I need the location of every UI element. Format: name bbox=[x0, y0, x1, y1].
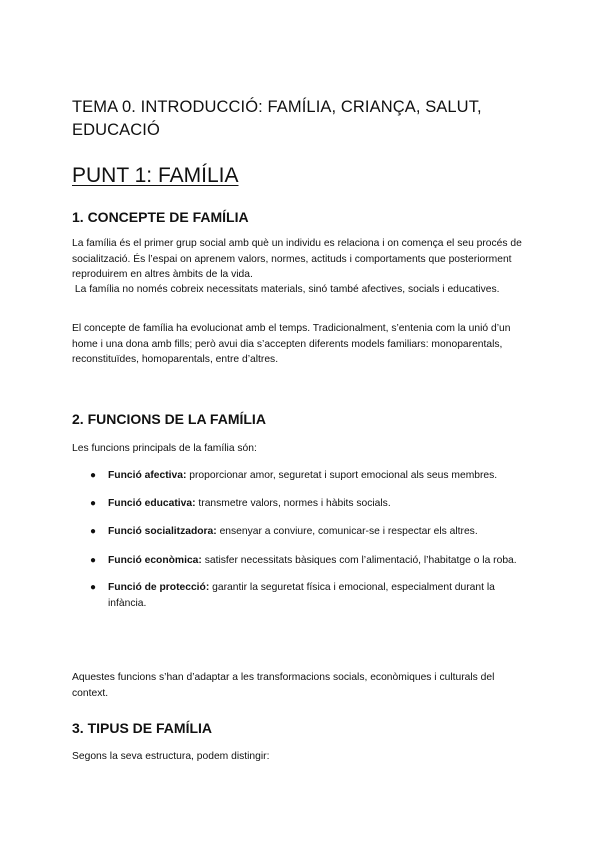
item-label: Funció econòmica: bbox=[108, 554, 202, 566]
list-item bbox=[72, 496, 532, 512]
bullet-icon: ● bbox=[90, 582, 97, 593]
item-text: garantir la seguretat física i emocional, especialment durant la infància. bbox=[108, 582, 495, 609]
list-item bbox=[72, 468, 532, 484]
section-2-outro: Aquestes funcions s’han d’adaptar a les transformacions socials, econòmiques i culturals del context. bbox=[72, 672, 495, 699]
list-item bbox=[72, 524, 532, 540]
punt-heading: PUNT 1: FAMÍLIA bbox=[72, 164, 239, 187]
item-label: Funció de protecció: bbox=[108, 582, 210, 593]
item-text: transmetre valors, normes i hàbits socials. bbox=[195, 497, 391, 509]
section-2-heading: 2. FUNCIONS DE LA FAMÍLIA bbox=[72, 411, 266, 427]
document-title: TEMA 0. INTRODUCCIÓ: FAMÍLIA, CRIANÇA, SALUT, EDUCACIÓ bbox=[72, 98, 482, 139]
list-item bbox=[72, 580, 532, 611]
functions-list bbox=[72, 468, 532, 611]
bullet-icon: ● bbox=[90, 554, 97, 566]
item-label: Funció socialitzadora: bbox=[108, 526, 217, 537]
item-label: Funció educativa: bbox=[108, 497, 196, 509]
section-1-heading: 1. CONCEPTE DE FAMÍLIA bbox=[72, 209, 249, 225]
item-text: proporcionar amor, seguretat i suport emocional als seus membres. bbox=[186, 470, 498, 481]
item-text: ensenyar a conviure, comunicar-se i respectar els altres. bbox=[216, 526, 478, 537]
section-3-intro: Segons la seva estructura, podem distingir: bbox=[72, 751, 270, 762]
section-2-intro: Les funcions principals de la família són: bbox=[72, 443, 257, 454]
item-label: Funció afectiva: bbox=[108, 470, 187, 481]
item-text: satisfer necessitats bàsiques com l’alimentació, l’habitatge o la roba. bbox=[201, 554, 517, 566]
section-3-heading: 3. TIPUS DE FAMÍLIA bbox=[72, 720, 213, 736]
bullet-icon: ● bbox=[90, 526, 97, 537]
list-item bbox=[72, 553, 532, 569]
bullet-icon: ● bbox=[90, 470, 97, 481]
section-1-paragraph-2: La família no només cobreix necessitats materials, sinó també afectives, socials i educatives. bbox=[72, 284, 500, 295]
bullet-icon: ● bbox=[90, 497, 97, 509]
section-1-paragraph-1: La família és el primer grup social amb què un individu es relaciona i on comença el seu procés de socialització. És l’espai on aprenem valors, normes, actituds i comportaments que posteriorment reproduirem en altres àmbits de la vida. bbox=[72, 238, 522, 280]
section-1-paragraph-3: El concepte de família ha evolucionat amb el temps. Tradicionalment, s’entenia com la unió d’un home i una dona amb fills; però avui dia s’accepten diferents models familiars: monoparentals, reconstituïdes, homoparentals, entre d’altres. bbox=[72, 323, 511, 365]
